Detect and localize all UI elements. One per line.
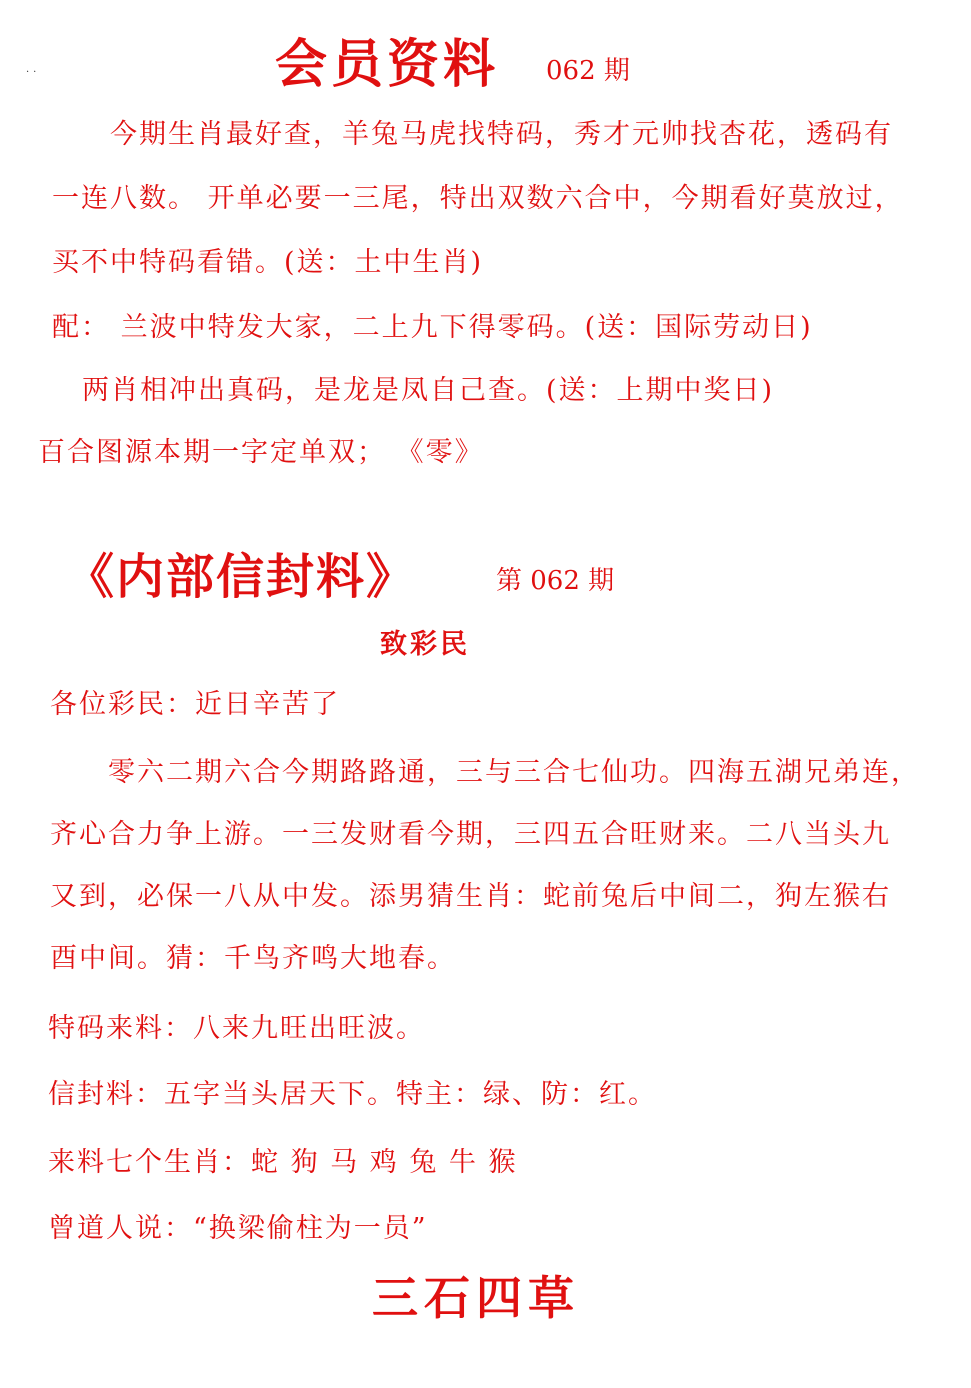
- section1-issue: 062 期: [546, 56, 630, 86]
- section2-line: 各位彩民：近日辛苦了: [50, 689, 340, 720]
- section1-line: 今期生肖最好查，羊兔马虎找特码，秀才元帅找杏花，透码有: [110, 119, 893, 150]
- section2-title: 《内部信封料》: [66, 549, 417, 605]
- section1-line: 百合图源本期一字定单双； 《零》: [38, 437, 484, 468]
- section2-line: 酉中间。猜：千鸟齐鸣大地春。: [50, 943, 456, 974]
- section2-line: 曾道人说：“换梁偷柱为一员”: [48, 1213, 428, 1244]
- section2-line: 零六二期六合今期路路通，三与三合七仙功。四海五湖兄弟连，: [108, 757, 920, 788]
- section2-subtitle: 致彩民: [380, 629, 470, 660]
- scan-dots: ..: [26, 64, 41, 75]
- section2-line: 信封料：五字当头居天下。特主：绿、防：红。: [48, 1079, 657, 1110]
- section2-line: 来料七个生肖：蛇 狗 马 鸡 兔 牛 猴: [48, 1147, 518, 1178]
- section1-line: 配： 兰波中特发大家，二上九下得零码。(送：国际劳动日): [52, 312, 813, 343]
- section1-line: 买不中特码看错。(送：土中生肖): [52, 247, 484, 278]
- section2-line: 齐心合力争上游。一三发财看今期，三四五合旺财来。二八当头九: [50, 819, 891, 850]
- section2-line: 又到，必保一八从中发。添男猜生肖：蛇前兔后中间二，狗左猴右: [50, 881, 891, 912]
- footer-title: 三石四草: [372, 1271, 580, 1325]
- section2-issue: 第 062 期: [496, 566, 615, 596]
- section2-line: 特码来料：八来九旺出旺波。: [48, 1013, 425, 1044]
- section1-line: 两肖相冲出真码，是龙是凤自己查。(送：上期中奖日): [82, 375, 775, 406]
- section1-title: 会员资料: [275, 34, 500, 95]
- section1-line: 一连八数。 开单必要一三尾，特出双数六合中，今期看好莫放过，: [52, 183, 904, 214]
